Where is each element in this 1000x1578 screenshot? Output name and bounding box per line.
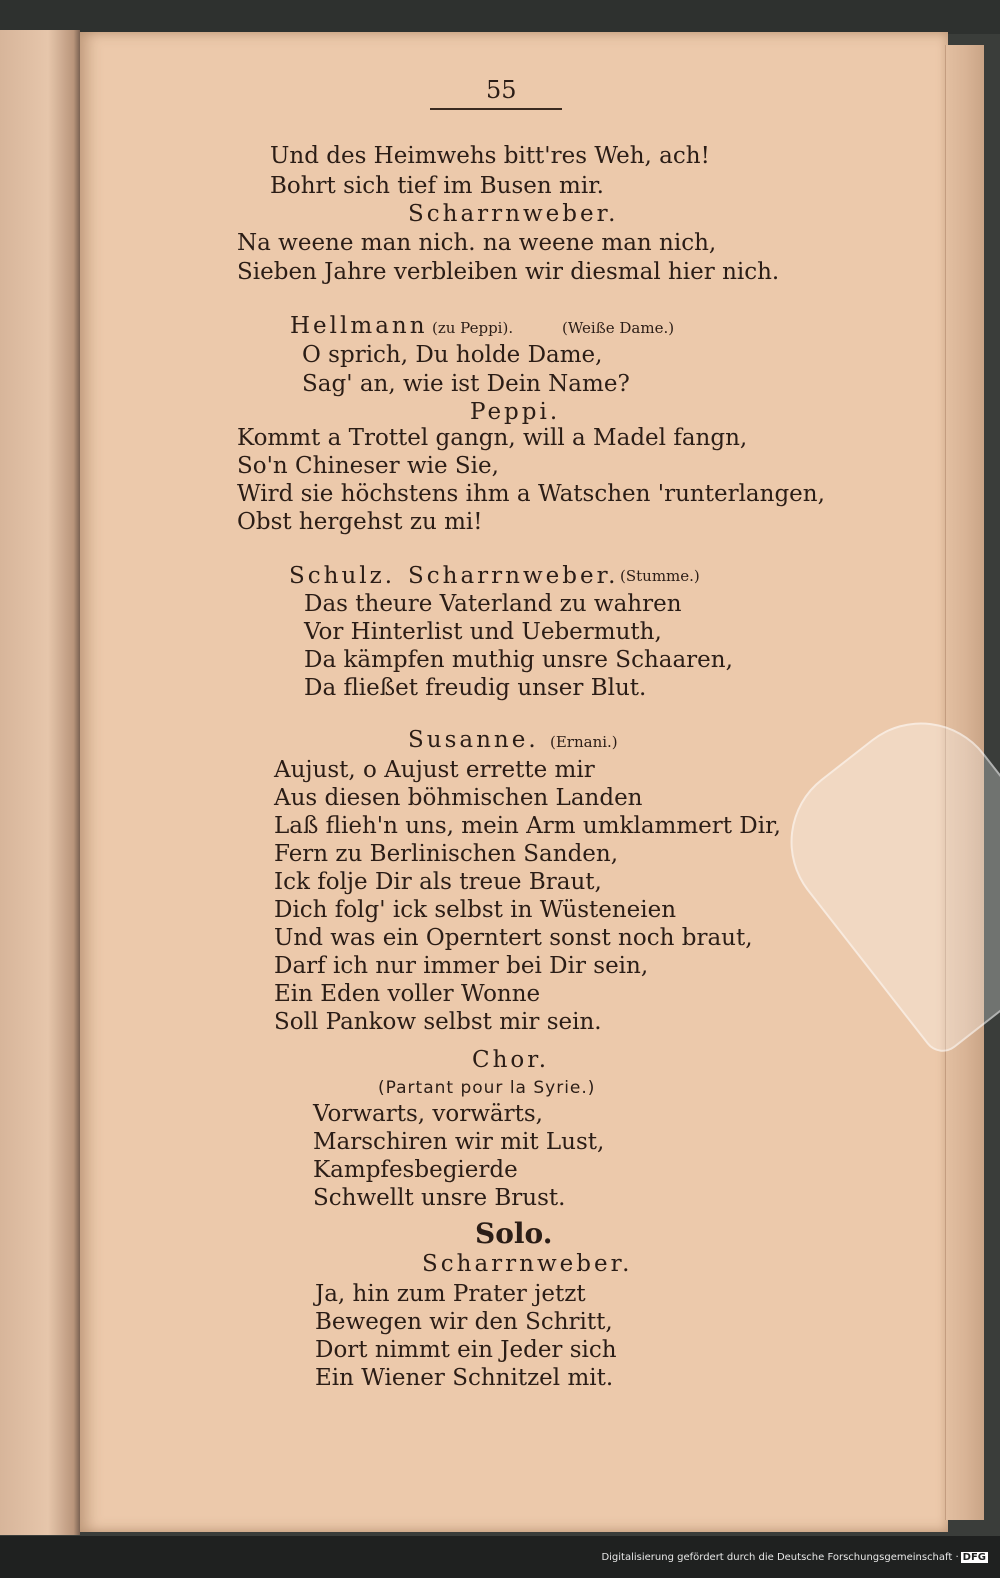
verse-line: So'n Chineser wie Sie, bbox=[237, 453, 499, 479]
speaker-name: Scharrnweber. bbox=[422, 1251, 633, 1277]
speaker-name: Scharrnweber. bbox=[408, 201, 619, 227]
page-number: 55 bbox=[486, 76, 517, 104]
verse-line: Aujust, o Aujust errette mir bbox=[274, 757, 595, 783]
verse-line: Aus diesen böhmischen Landen bbox=[274, 785, 643, 811]
verse-line: Wird sie höchstens ihm a Watschen 'runterlangen, bbox=[237, 481, 825, 507]
verse-line: Fern zu Berlinischen Sanden, bbox=[274, 841, 619, 867]
verse-line: Sag' an, wie ist Dein Name? bbox=[302, 371, 630, 397]
verse-line: Ick folje Dir als treue Braut, bbox=[274, 869, 602, 895]
tune-reference: (Weiße Dame.) bbox=[562, 319, 675, 337]
verse-line: Bohrt sich tief im Busen mir. bbox=[270, 173, 604, 199]
verse-line: Vorwarts, vorwärts, bbox=[313, 1101, 543, 1127]
verse-line: Kommt a Trottel gangn, will a Madel fangn, bbox=[237, 425, 748, 451]
verse-line: Ein Wiener Schnitzel mit. bbox=[315, 1365, 614, 1391]
verse-line: Obst hergehst zu mi! bbox=[237, 509, 483, 535]
verse-line: Bewegen wir den Schritt, bbox=[315, 1309, 613, 1335]
verse-line: Sieben Jahre verbleiben wir diesmal hier nich. bbox=[237, 259, 780, 285]
verse-line: Ja, hin zum Prater jetzt bbox=[315, 1281, 586, 1307]
tune-reference: (Partant pour la Syrie.) bbox=[378, 1078, 596, 1098]
verse-line: Das theure Vaterland zu wahren bbox=[304, 591, 682, 617]
stage-direction: (zu Peppi). bbox=[432, 319, 514, 337]
verse-line: Und was ein Operntert sonst noch braut, bbox=[274, 925, 753, 951]
speaker-name: Susanne. bbox=[408, 727, 539, 753]
verse-line: Da fließet freudig unser Blut. bbox=[304, 675, 647, 701]
verse-line: Darf ich nur immer bei Dir sein, bbox=[274, 953, 649, 979]
verse-line: O sprich, Du holde Dame, bbox=[302, 342, 603, 368]
verse-line: Und des Heimwehs bitt'res Weh, ach! bbox=[270, 143, 710, 169]
tune-reference: (Stumme.) bbox=[620, 567, 700, 585]
verse-line: Kampfesbegierde bbox=[313, 1157, 518, 1183]
verse-line: Da kämpfen muthig unsre Schaaren, bbox=[304, 647, 733, 673]
verse-line: Marschiren wir mit Lust, bbox=[313, 1129, 605, 1155]
speaker-name: Peppi. bbox=[470, 399, 561, 425]
speaker-name: Hellmann bbox=[290, 313, 428, 339]
verse-line: Soll Pankow selbst mir sein. bbox=[274, 1009, 602, 1035]
verse-line: Dich folg' ick selbst in Wüsteneien bbox=[274, 897, 677, 923]
verse-line: Vor Hinterlist und Uebermuth, bbox=[304, 619, 662, 645]
header-rule bbox=[430, 108, 562, 110]
speaker-name: Schulz. bbox=[289, 563, 396, 589]
dfg-logo: DFG bbox=[962, 1552, 986, 1563]
verse-line: Laß flieh'n uns, mein Arm umklammert Dir, bbox=[274, 813, 781, 839]
verse-line: Ein Eden voller Wonne bbox=[274, 981, 541, 1007]
credit-text: Digitalisierung gefördert durch die Deutsche Forschungsgemeinschaft · bbox=[601, 1552, 959, 1563]
digitization-credit bbox=[601, 1552, 988, 1563]
speaker-name: Scharrnweber. bbox=[408, 563, 619, 589]
verse-line: Na weene man nich. na weene man nich, bbox=[237, 230, 717, 256]
verse-line: Dort nimmt ein Jeder sich bbox=[315, 1337, 617, 1363]
section-heading: Solo. bbox=[475, 1217, 553, 1250]
verse-line: Schwellt unsre Brust. bbox=[313, 1185, 566, 1211]
tune-reference: (Ernani.) bbox=[550, 733, 618, 751]
speaker-name: Chor. bbox=[472, 1047, 550, 1073]
